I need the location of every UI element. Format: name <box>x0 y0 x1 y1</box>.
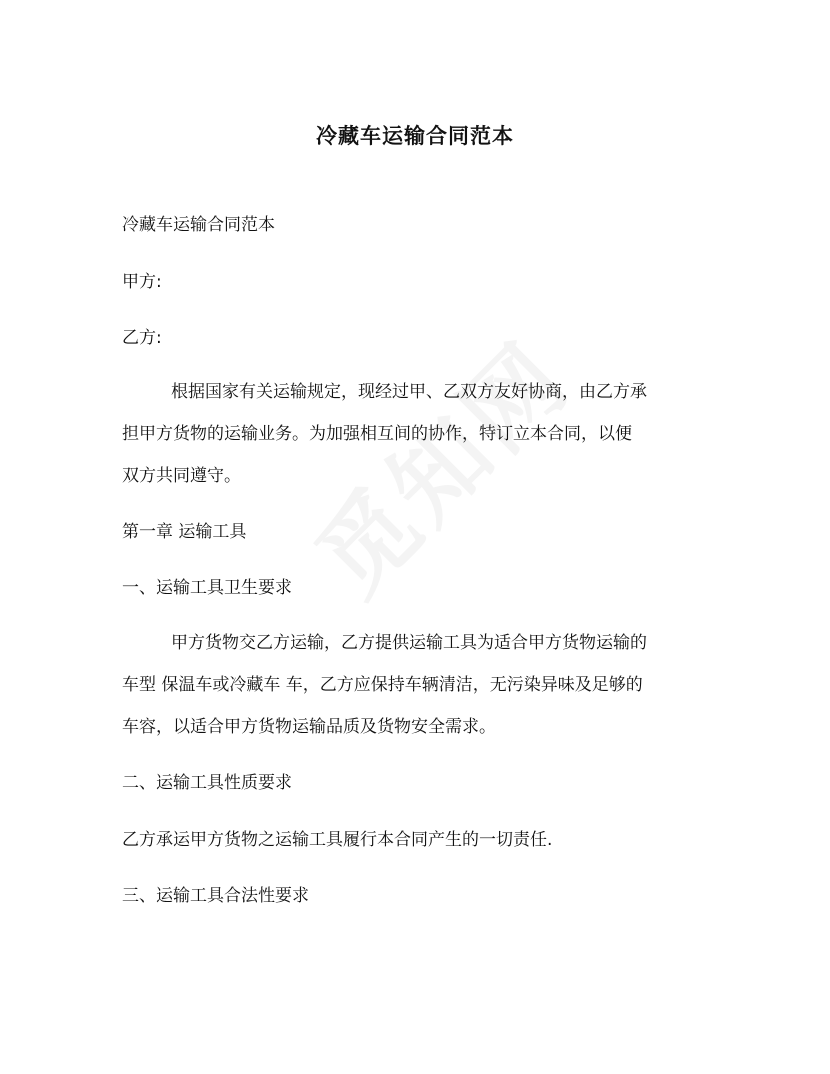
party-a-label: 甲方: <box>122 272 162 292</box>
intro-line-3: 双方共同遵守。 <box>122 466 241 486</box>
intro-paragraph <box>122 371 712 497</box>
section-1-line-2: 车型 保温车或冷藏车 车，乙方应保持车辆清洁，无污染异味及足够的 <box>122 675 643 695</box>
section-1-paragraph <box>122 622 712 748</box>
document-title: 冷藏车运输合同范本 <box>316 124 514 148</box>
section-heading-2: 二、运输工具性质要求 <box>122 773 292 793</box>
chapter-heading: 第一章 运输工具 <box>122 522 247 542</box>
intro-line-1: 根据国家有关运输规定，现经过甲、乙双方友好协商，由乙方承 <box>171 382 647 402</box>
document-subtitle: 冷藏车运输合同范本 <box>122 215 275 235</box>
section-heading-1: 一、运输工具卫生要求 <box>122 578 292 598</box>
party-b-label: 乙方: <box>122 328 162 348</box>
section-1-line-3: 车容，以适合甲方货物运输品质及货物安全需求。 <box>122 717 496 737</box>
section-heading-3: 三、运输工具合法性要求 <box>122 886 309 906</box>
section-1-line-1: 甲方货物交乙方运输，乙方提供运输工具为适合甲方货物运输的 <box>171 633 647 653</box>
intro-line-2: 担甲方货物的运输业务。为加强相互间的协作，特订立本合同，以便 <box>122 424 632 444</box>
section-2-paragraph: 乙方承运甲方货物之运输工具履行本合同产生的一切责任. <box>122 830 553 850</box>
